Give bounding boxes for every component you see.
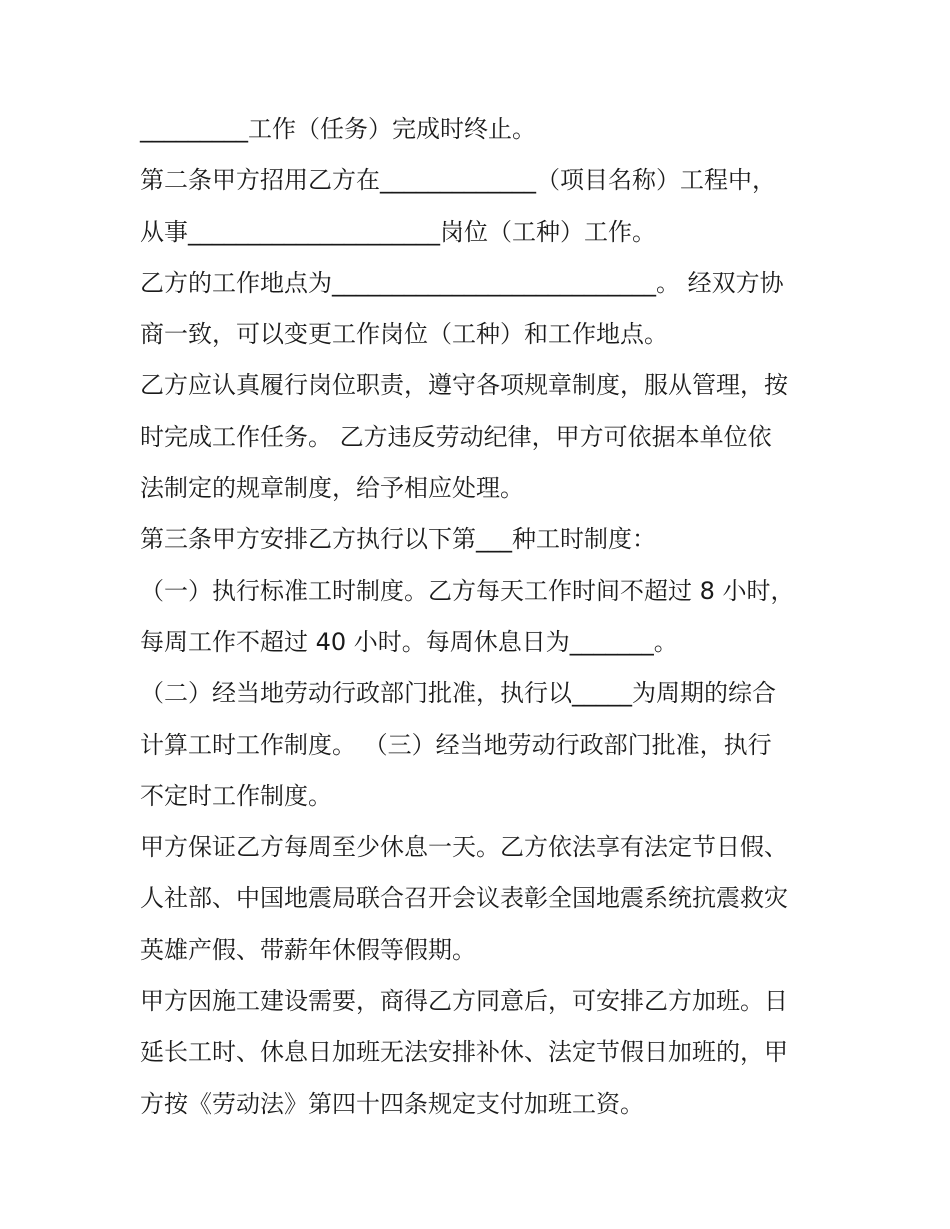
text-line: 每周工作不超过 40 小时。每周休息日为_______。 <box>140 627 678 656</box>
text-line: 延长工时、休息日加班无法安排补休、法定节假日加班的，甲 <box>140 1038 788 1067</box>
text-line: 第二条甲方招用乙方在_____________（项目名称）工程中， <box>140 166 776 195</box>
text-line: 甲方因施工建设需要，商得乙方同意后，可安排乙方加班。日 <box>140 987 788 1016</box>
text-line: 人社部、中国地震局联合召开会议表彰全国地震系统抗震救灾 <box>140 884 788 913</box>
text-line: 商一致，可以变更工作岗位（工种）和工作地点。 <box>140 320 668 349</box>
text-line: 计算工时工作制度。 （三）经当地劳动行政部门批准，执行 <box>140 730 772 759</box>
text-line: （二）经当地劳动行政部门批准，执行以_____为周期的综合 <box>140 679 776 708</box>
text-line: 时完成工作任务。 乙方违反劳动纪律，甲方可依据本单位依 <box>140 422 772 451</box>
text-line: 方按《劳动法》第四十四条规定支付加班工资。 <box>140 1089 644 1118</box>
text-line: 第三条甲方安排乙方执行以下第___种工时制度： <box>140 525 656 554</box>
text-line: 法制定的规章制度，给予相应处理。 <box>140 474 524 503</box>
text-line: _________工作（任务）完成时终止。 <box>140 115 536 143</box>
text-line: （一）执行标准工时制度。乙方每天工作时间不超过 8 小时， <box>140 576 795 605</box>
text-line: 乙方的工作地点为___________________________。 经双方协 <box>140 268 784 297</box>
text-line: 英雄产假、带薪年休假等假期。 <box>140 935 476 964</box>
text-line: 乙方应认真履行岗位职责，遵守各项规章制度，服从管理，按 <box>140 371 788 400</box>
text-line: 从事_____________________岗位（工种）工作。 <box>140 217 656 246</box>
text-line: 不定时工作制度。 <box>140 781 332 810</box>
text-line: 甲方保证乙方每周至少休息一天。乙方依法享有法定节日假、 <box>140 833 788 862</box>
document-body <box>140 104 820 1130</box>
